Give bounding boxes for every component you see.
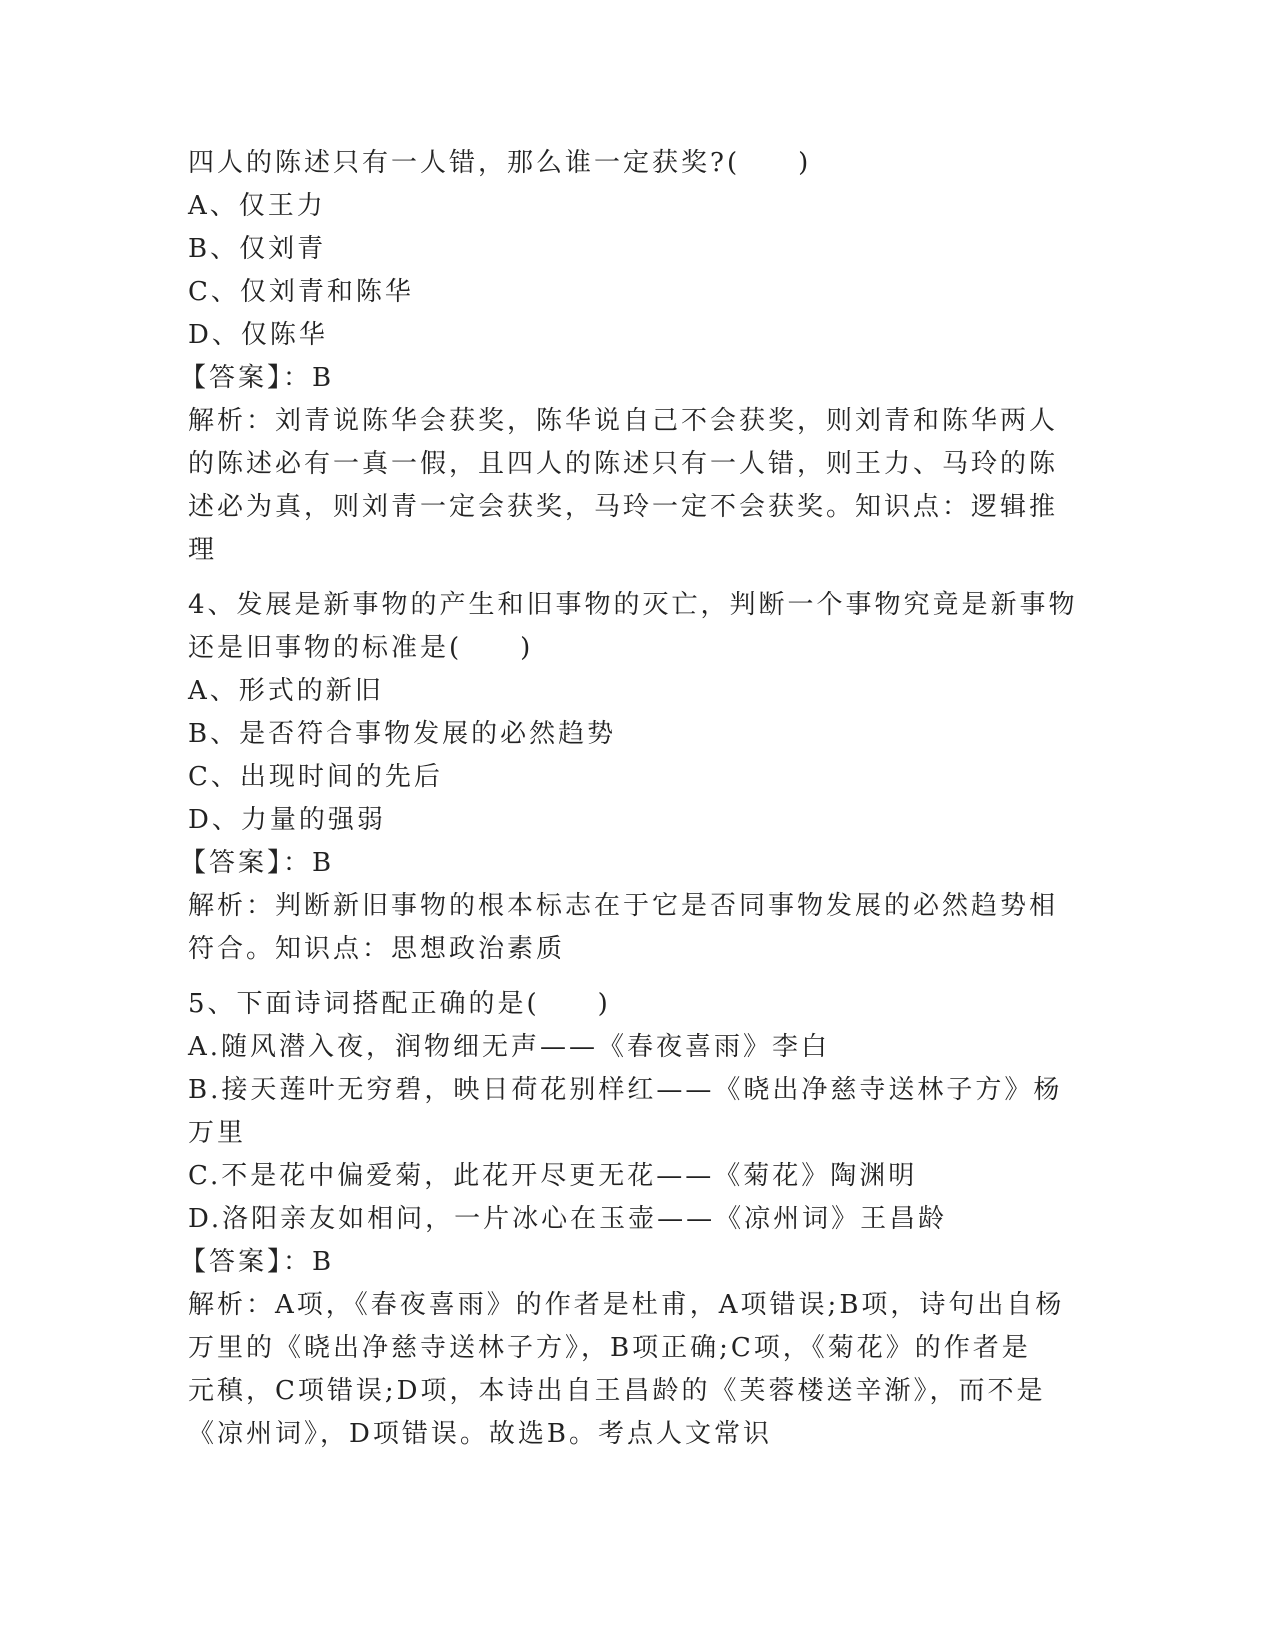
spacer bbox=[188, 572, 1088, 584]
option-d: D、力量的强弱 bbox=[188, 805, 386, 835]
option-a: A、形式的新旧 bbox=[188, 676, 384, 706]
option-b: B.接天莲叶无穷碧，映日荷花别样红——《晓出净慈寺送林子方》杨 bbox=[188, 1075, 1063, 1105]
analysis-line: 述必为真，则刘青一定会获奖，马玲一定不会获奖。知识点：逻辑推 bbox=[188, 492, 1059, 522]
option-d: D、仅陈华 bbox=[188, 320, 328, 350]
option-c: C.不是花中偏爱菊，此花开尽更无花——《菊花》陶渊明 bbox=[188, 1161, 918, 1191]
answer-label: 【答案】：B bbox=[180, 1247, 335, 1277]
analysis-line: 《凉州词》，D项错误。故选B。考点人文常识 bbox=[188, 1419, 772, 1449]
question-stem: 4、发展是新事物的产生和旧事物的灭亡，判断一个事物究竟是新事物 bbox=[188, 590, 1078, 620]
answer-label: 【答案】：B bbox=[180, 848, 335, 878]
question-4 bbox=[180, 584, 1088, 971]
analysis-line: 的陈述必有一真一假，且四人的陈述只有一人错，则王力、马玲的陈 bbox=[188, 449, 1059, 479]
option-c: C、仅刘青和陈华 bbox=[188, 277, 414, 307]
answer-label: 【答案】：B bbox=[180, 363, 335, 393]
option-b-continued: 万里 bbox=[188, 1118, 247, 1148]
question-3 bbox=[180, 142, 1088, 572]
analysis-line: 理 bbox=[188, 535, 218, 565]
analysis-line: 解析：A项，《春夜喜雨》的作者是杜甫，A项错误;B项，诗句出自杨 bbox=[188, 1290, 1065, 1320]
option-a: A.随风潜入夜，润物细无声——《春夜喜雨》李白 bbox=[188, 1032, 831, 1062]
analysis-line: 万里的《晓出净慈寺送林子方》，B项正确;C项，《菊花》的作者是 bbox=[188, 1333, 1031, 1363]
option-d: D.洛阳亲友如相问，一片冰心在玉壶——《凉州词》王昌龄 bbox=[188, 1204, 948, 1234]
option-a: A、仅王力 bbox=[188, 191, 326, 221]
analysis-line: 符合。知识点：思想政治素质 bbox=[188, 934, 566, 964]
analysis-line: 解析：刘青说陈华会获奖，陈华说自己不会获奖，则刘青和陈华两人 bbox=[188, 406, 1059, 436]
option-b: B、仅刘青 bbox=[188, 234, 327, 264]
option-c: C、出现时间的先后 bbox=[188, 762, 443, 792]
analysis-line: 元稹，C项错误;D项，本诗出自王昌龄的《芙蓉楼送辛渐》，而不是 bbox=[188, 1376, 1046, 1406]
question-stem: 还是旧事物的标准是( ) bbox=[188, 633, 534, 663]
question-stem: 四人的陈述只有一人错，那么谁一定获奖?( ) bbox=[188, 148, 812, 178]
question-stem: 5、下面诗词搭配正确的是( ) bbox=[188, 989, 611, 1019]
question-5 bbox=[180, 983, 1088, 1456]
analysis-line: 解析：判断新旧事物的根本标志在于它是否同事物发展的必然趋势相 bbox=[188, 891, 1059, 921]
option-b: B、是否符合事物发展的必然趋势 bbox=[188, 719, 617, 749]
spacer bbox=[188, 971, 1088, 983]
document-page bbox=[180, 142, 1088, 1456]
